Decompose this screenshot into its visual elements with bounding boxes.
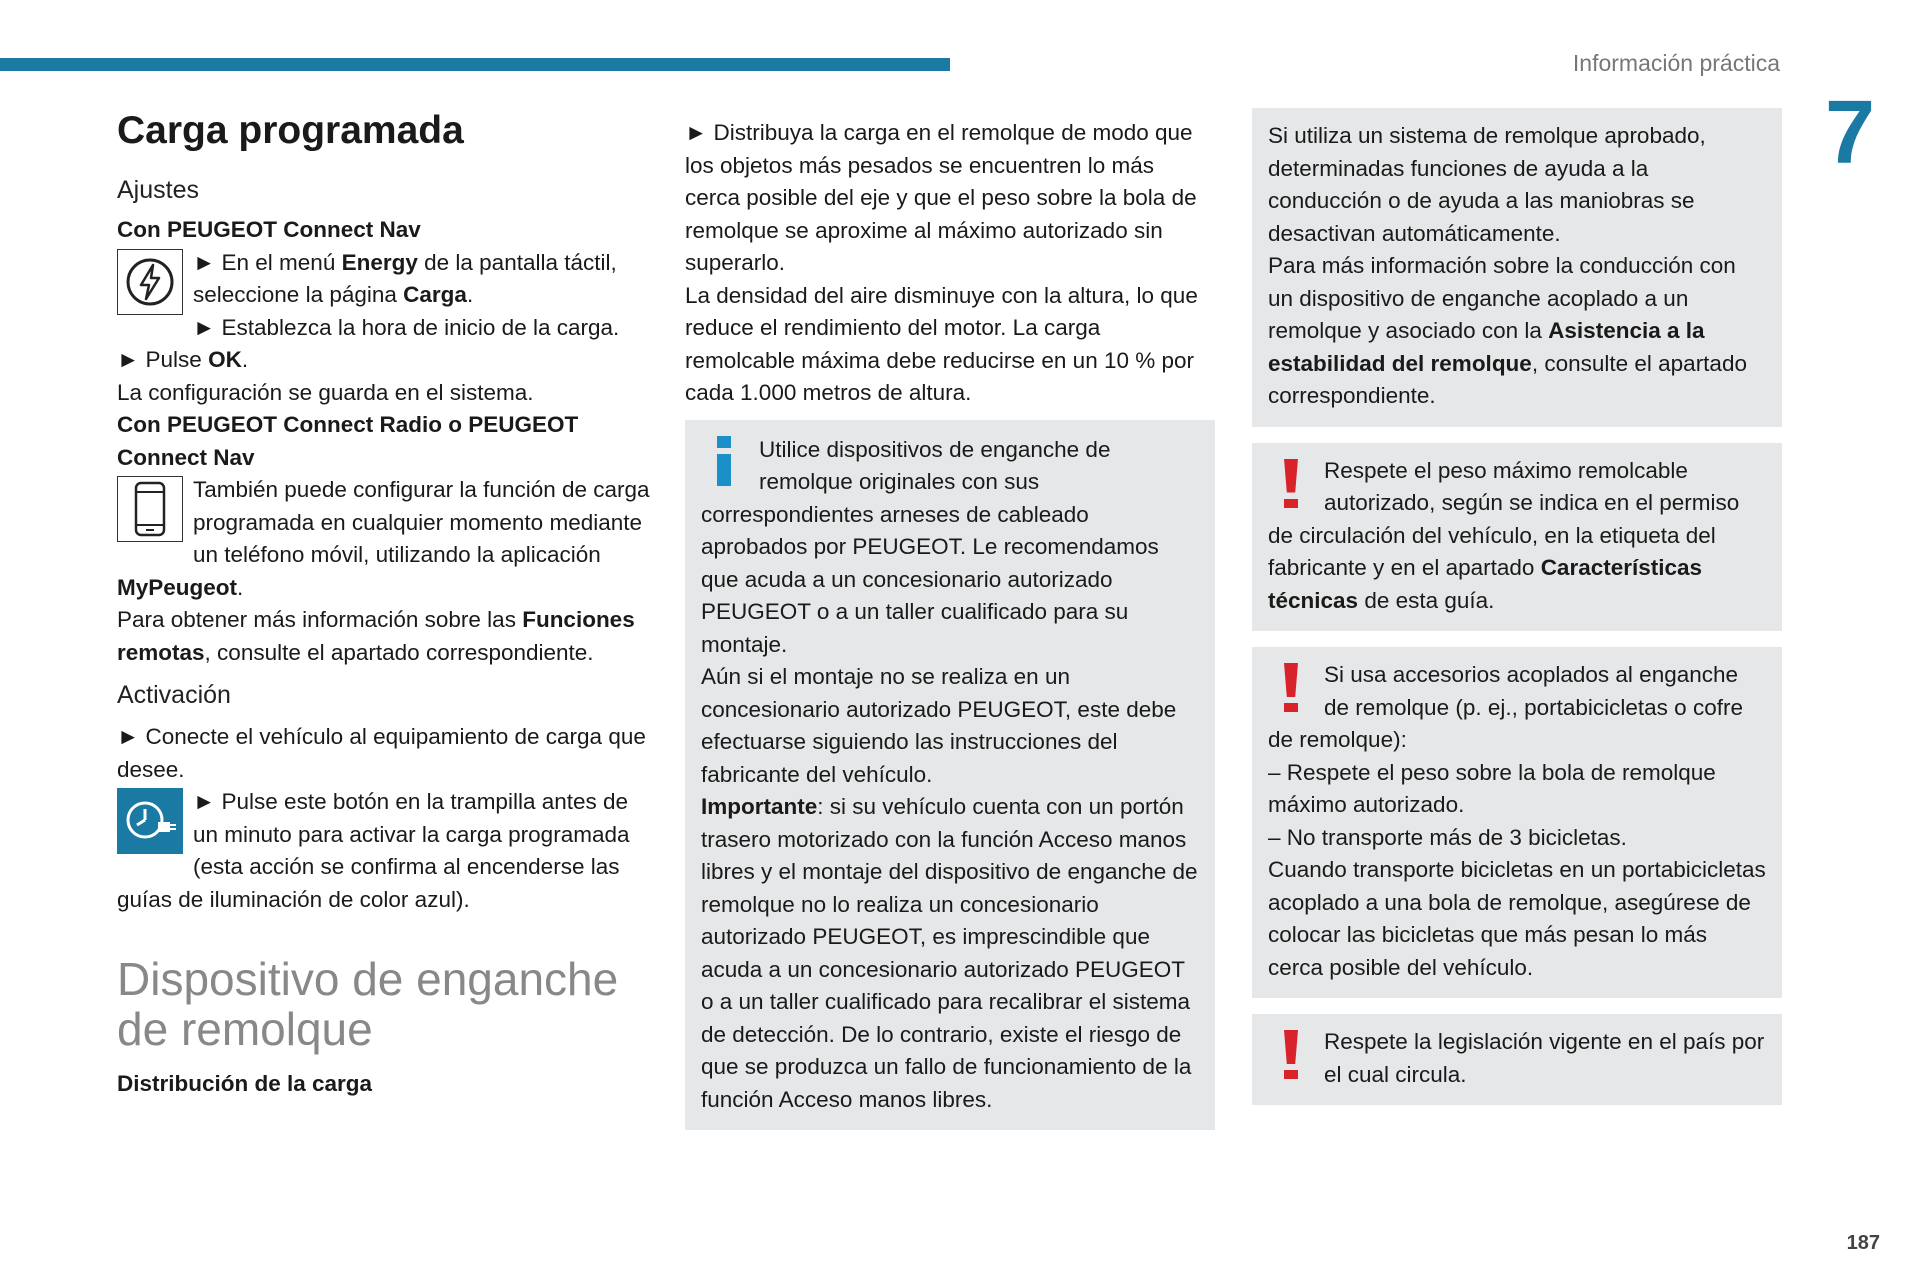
warning-exclamation-icon	[1274, 663, 1310, 719]
warning-1-text	[1268, 455, 1766, 618]
warning-2-intro: Si usa accesorios acoplados al enganche de remolque (p. ej., portabicicletas o cofre de remolque):	[1268, 662, 1743, 752]
warning-2-dash-2: – No transporte más de 3 bicicletas.	[1268, 824, 1627, 850]
step-connect-vehicle: ► Conecte el vehículo al equipamiento de carga que desee.	[117, 724, 646, 782]
button-step-text: ► Pulse este botón en la trampilla antes de un minuto para activar la carga programada (esta acción se confirma al encenderse las guías de iluminación de color azul).	[117, 789, 630, 912]
carga-bold: Carga	[403, 282, 467, 307]
mypeugeot-bold: MyPeugeot	[117, 574, 238, 600]
info-important	[701, 791, 1199, 1116]
warn1-text-c: de esta guía.	[1358, 587, 1495, 613]
important-text: : si su vehículo cuenta con un portón trasero motorizado con la función Acceso manos libres y el montaje del dispositivo de enganche de remolque no lo realiza un concesionario autorizado PEUGEOT, es imprescindible que acuda a un concesionario autorizado PEUGEOT o a un taller cualificado para recalibrar el sistema de detección. De lo contrario, existe el riesgo de que se produzca un fallo de funcionamiento de la función Acceso manos libres.	[701, 794, 1198, 1112]
subheading-activacion: Activación	[117, 681, 231, 709]
remote-functions-text	[117, 604, 657, 669]
smartphone-icon	[117, 476, 183, 542]
remote-text-1: Para obtener más información sobre las	[117, 607, 523, 632]
energy-bolt-icon	[117, 249, 183, 315]
header-accent-bar	[0, 58, 950, 71]
distribution-heading: Distribución de la carga	[117, 1071, 373, 1096]
remote-bold: Funciones remotas	[117, 607, 635, 665]
warning-box-accessories	[1252, 647, 1782, 998]
important-bold: Importante	[701, 794, 818, 819]
air-density-text: La densidad del aire disminuye con la altura, lo que reduce el rendimiento del motor. La carga remolcable máxima debe reducirse en un 10 % por cada 1.000 metros de altura.	[685, 282, 1198, 405]
note-text-a: Para más información sobre la conducción con un dispositivo de enganche acoplado a un remolque y asociado con la	[1268, 253, 1736, 343]
warning-3-text: Respete la legislación vigente en el país por el cual circula.	[1324, 1029, 1765, 1087]
note-box-approved-system	[1252, 108, 1782, 427]
technical-specs-bold: Características técnicas	[1268, 555, 1703, 613]
connect-nav-heading: Con PEUGEOT Connect Nav	[117, 217, 421, 242]
subheading-ajustes: Ajustes	[117, 176, 199, 204]
info-paragraph-2: Aún si el montaje no se realiza en un concesionario autorizado PEUGEOT, este debe efectuarse siguiendo las instrucciones del fabricante del vehículo.	[701, 664, 1177, 787]
button-instruction	[117, 786, 657, 916]
charge-timer-icon	[117, 788, 183, 854]
note-paragraph-2	[1268, 250, 1766, 413]
remote-text-2: , consulte el apartado correspondiente.	[204, 639, 594, 665]
warning-2-dash-1: – Respete el peso sobre la bola de remolque máximo autorizado.	[1268, 759, 1716, 817]
phone-text-2: .	[237, 574, 244, 600]
warning-2-bicycles: Cuando transporte bicicletas en un portabicicletas acoplado a una bola de remolque, asegúrese de colocar las bicicletas que más pesan lo más cerca posible del vehículo.	[1268, 857, 1766, 980]
warning-box-legislation	[1252, 1014, 1782, 1105]
warn1-text-a: Respete el peso máximo remolcable autorizado, según se indica en el permiso de circulación del vehículo, en la etiqueta del fabricante y en el apartado	[1268, 457, 1740, 580]
towing-title: Dispositivo de enganche de remolque	[117, 953, 619, 1055]
phone-text-1: También puede configurar la función de carga programada en cualquier momento mediante un teléfono móvil, utilizando la aplicación	[193, 477, 650, 567]
connect-radio-heading: Con PEUGEOT Connect Radio o PEUGEOT Connect Nav	[117, 412, 579, 470]
phone-instruction	[117, 474, 657, 604]
energy-instruction	[117, 247, 657, 312]
warning-exclamation-icon	[1274, 1030, 1310, 1086]
energy-bold: Energy	[341, 249, 418, 275]
ok-bold: OK	[208, 347, 242, 372]
trailer-stability-bold: Asistencia a la estabilidad del remolque	[1268, 318, 1705, 376]
step-set-time: ► Establezca la hora de inicio de la carga.	[193, 314, 620, 340]
column-left	[117, 108, 657, 1101]
ok-text-2: .	[241, 347, 249, 372]
column-right	[1252, 108, 1782, 1121]
energy-text-3: .	[466, 282, 474, 307]
config-saved-text: La configuración se guarda en el sistema.	[117, 379, 534, 405]
warning-box-max-weight	[1252, 443, 1782, 632]
step-press-ok	[117, 344, 657, 377]
ok-text-1: ► Pulse	[117, 347, 209, 372]
distribute-load-step: ► Distribuya la carga en el remolque de modo que los objetos más pesados se encuentren lo más cerca posible del eje y que el peso sobre la bola de remolque se aproxime al máximo autorizado sin superarlo.	[685, 120, 1197, 275]
info-icon	[711, 436, 743, 492]
page-number: 187	[1846, 1232, 1880, 1254]
column-middle	[685, 117, 1215, 1130]
note-text-c: , consulte el apartado correspondiente.	[1268, 350, 1747, 408]
note-paragraph-1: Si utiliza un sistema de remolque aprobado, determinadas funciones de ayuda a la conducción o de ayuda a las maniobras se desactivan automáticamente.	[1268, 123, 1706, 246]
chapter-number: 7	[1824, 83, 1876, 183]
energy-text-1: ► En el menú	[193, 249, 342, 275]
energy-text-2: de la pantalla táctil, seleccione la página	[193, 249, 617, 307]
warning-exclamation-icon	[1274, 459, 1310, 515]
info-box-towing	[685, 420, 1215, 1131]
info-paragraph-1: Utilice dispositivos de enganche de remolque originales con sus correspondientes arneses de cableado aprobados por PEUGEOT. Le recomendamos que acuda a un concesionario autorizado PEUGEOT o a un taller cualificado para su montaje.	[701, 436, 1159, 657]
section-title: Carga programada	[117, 109, 464, 152]
running-header: Información práctica	[1572, 50, 1780, 76]
